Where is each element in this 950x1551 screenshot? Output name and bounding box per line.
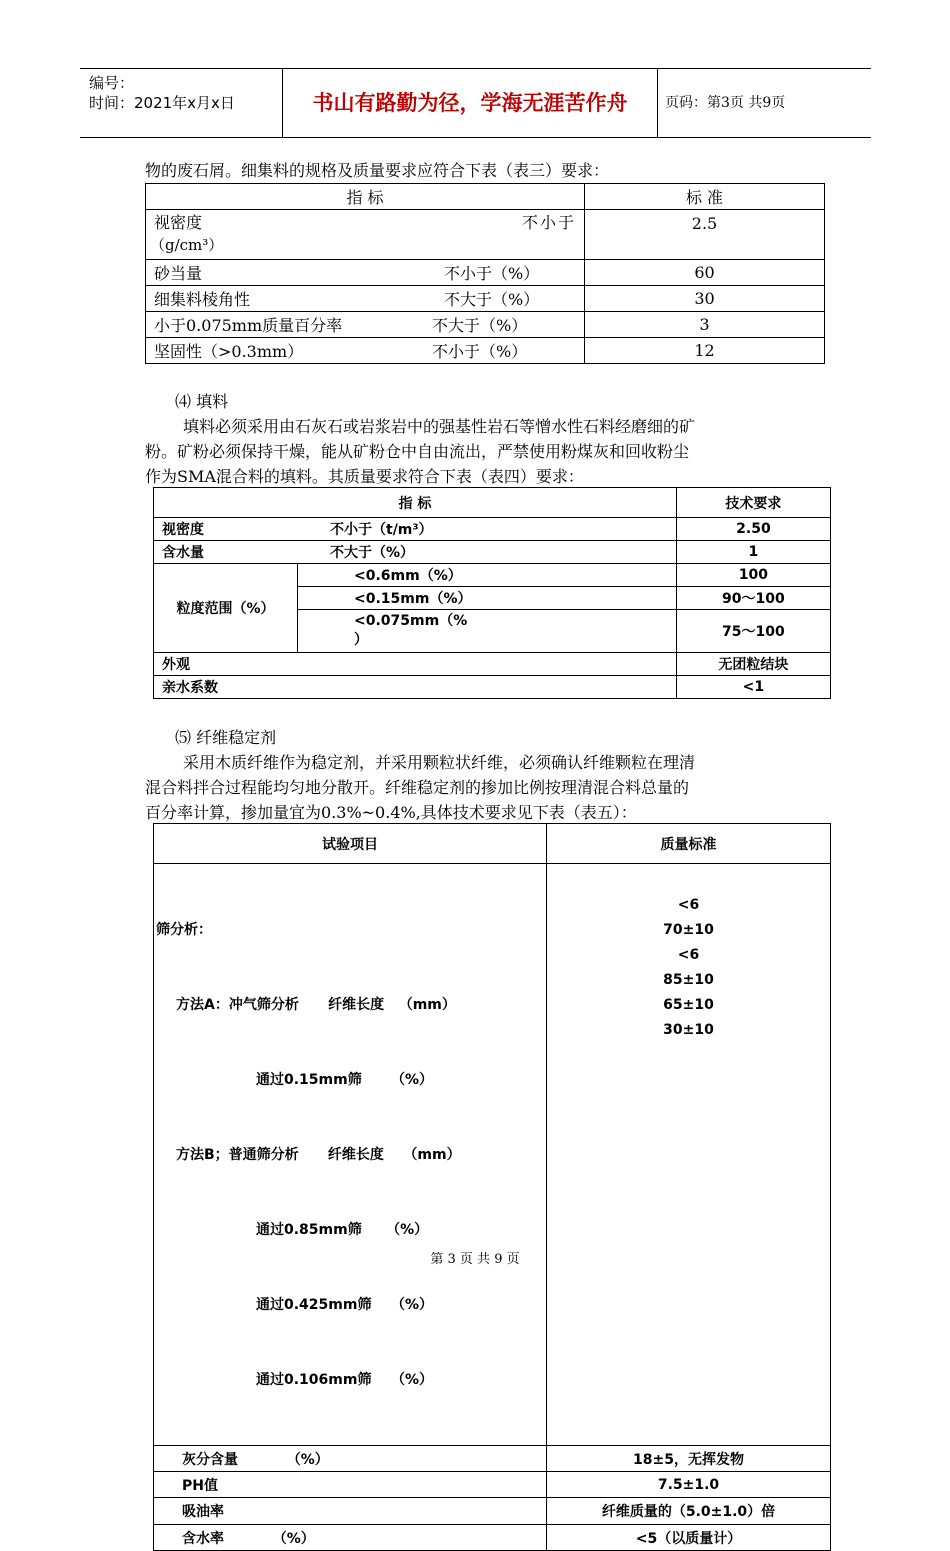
table3-item-name: 小于0.075mm质量百分率 (154, 316, 343, 335)
table3-item-cond: 不小于（%） (444, 264, 540, 283)
table4-grading-size: <0.6mm（%） (298, 564, 677, 587)
table5-sieve-value: <6 (677, 947, 700, 963)
table5-sieve-label: 通过0.15mm筛 （%） (256, 1072, 433, 1088)
table-row (154, 864, 831, 1446)
table5-sieve-label: 通过0.106mm筛 （%） (256, 1372, 433, 1388)
section5-title: ⑸ 纤维稳定剂 (175, 728, 277, 747)
table3-item-value: 12 (585, 338, 825, 364)
table-4 (153, 487, 831, 699)
table3-item-name: 坚固性（>0.3mm） (154, 342, 304, 361)
table4-grading-value: 75～100 (676, 610, 830, 653)
table3-item-name: 砂当量 (154, 264, 203, 283)
table3-cell (146, 312, 585, 338)
section4-line: 作为SMA混合料的填料。其质量要求符合下表（表四）要求： (145, 467, 584, 486)
table3-cell (146, 338, 585, 364)
table3-cell (146, 260, 585, 286)
table3-item-name: 细集料棱角性 (154, 290, 251, 309)
table4-item-cond: 不小于（t/m³） (330, 522, 433, 538)
header-motto: 书山有路勤为径，学海无涯苦作舟 (282, 69, 658, 137)
table3-cell (146, 210, 585, 260)
table-row (146, 260, 825, 286)
table3-item-value: 60 (585, 260, 825, 286)
table4-grading-value: 90～100 (676, 587, 830, 610)
section5-line: 混合料拌合过程能均匀地分散开。纤维稳定剂的掺加比例按理清混合料总量的 (145, 778, 690, 797)
table-row (146, 312, 825, 338)
table5-sieve-label: 方法A：冲气筛分析 纤维长度 （mm） (176, 997, 456, 1013)
table-row (154, 1472, 831, 1498)
table5-sieve-value: 65±10 (663, 997, 714, 1013)
section4-line: 填料必须采用由石灰石或岩浆岩中的强基性岩石等憎水性石料经磨细的矿 (183, 417, 696, 436)
table3-item-cond: 不小于 (521, 213, 576, 232)
table-row (154, 676, 831, 699)
table4-cell (298, 610, 677, 653)
table-row (154, 1525, 831, 1551)
table-row (154, 824, 831, 864)
table3-item-unit: （g/cm³） (150, 236, 224, 254)
table5-sieve-values (547, 864, 831, 1446)
table5-sieve-label: 通过0.425mm筛 （%） (256, 1297, 433, 1313)
table-row (154, 1446, 831, 1472)
table-row (146, 184, 825, 210)
table-row (154, 1498, 831, 1525)
table4-cell (154, 518, 677, 541)
table5-sieve-value: <6 (677, 897, 700, 913)
table-row (146, 286, 825, 312)
section5-line: 采用木质纤维作为稳定剂，并采用颗粒状纤维，必须确认纤维颗粒在理清 (183, 753, 696, 772)
table5-row-label: 吸油率 (154, 1498, 547, 1525)
date-label: 时间：2021年x月x日 (89, 94, 235, 112)
table-row (154, 653, 831, 676)
header-page-info: 页码：第3页 共9页 (665, 95, 786, 111)
section5-line: 百分率计算，掺加量宜为0.3%~0.4%,具体技术要求见下表（表五）： (145, 803, 637, 822)
table3-item-name: 视密度 (154, 213, 203, 232)
table3-item-cond: 不大于（%） (444, 290, 540, 309)
table5-row-label: 灰分含量 （%） (154, 1446, 547, 1472)
table5-sieve-cell (154, 864, 547, 1446)
table-5 (153, 823, 831, 1551)
section4-body (145, 414, 825, 489)
table5-row-value: <5（以质量计） (547, 1525, 831, 1551)
table5-row-value: 18±5，无挥发物 (547, 1446, 831, 1472)
table4-item-name: 外观 (154, 653, 677, 676)
table4-item-value: 无团粒结块 (676, 653, 830, 676)
table5-sieve-title: 筛分析： (156, 922, 212, 938)
number-label: 编号： (89, 74, 135, 92)
table4-item-name: 含水量 (162, 545, 204, 561)
table-row (146, 210, 825, 260)
table-row (154, 564, 831, 587)
table4-item-name: 视密度 (162, 522, 204, 538)
table5-sieve-value: 70±10 (663, 922, 714, 938)
table4-header-requirement: 技术要求 (676, 488, 830, 518)
table5-sieve-value: 85±10 (663, 972, 714, 988)
table5-header-standard: 质量标准 (547, 824, 831, 864)
table3-item-cond: 不大于（%） (432, 316, 528, 335)
table5-row-label: 含水率 （%） (154, 1525, 547, 1551)
section5-body (145, 750, 825, 825)
table-row (154, 541, 831, 564)
table-row (146, 338, 825, 364)
table5-sieve-value: 30±10 (663, 1022, 714, 1038)
table3-cell (146, 286, 585, 312)
table4-item-value: <1 (676, 676, 830, 699)
table3-item-value: 3 (585, 312, 825, 338)
table4-item-value: 1 (676, 541, 830, 564)
intro-line: 物的废石屑。细集料的规格及质量要求应符合下表（表三）要求： (145, 161, 610, 180)
table4-header-indicator: 指 标 (154, 488, 677, 518)
table5-sieve-label: 通过0.85mm筛 （%） (256, 1222, 429, 1238)
table5-sieve-label: 方法B；普通筛分析 纤维长度 （mm） (176, 1147, 461, 1163)
table4-item-value: 2.50 (676, 518, 830, 541)
table4-grading-label: 粒度范围（%） (154, 564, 298, 653)
table4-grading-size: <0.15mm（%） (298, 587, 677, 610)
table4-item-name: 亲水系数 (154, 676, 677, 699)
table-3 (145, 183, 825, 364)
page-footer: 第 3 页 共 9 页 (430, 1252, 520, 1267)
table3-header-standard: 标 准 (585, 184, 825, 210)
section4-line: 粉。矿粉必须保持干燥，能从矿粉仓中自由流出，严禁使用粉煤灰和回收粉尘 (145, 442, 690, 461)
table3-item-value: 30 (585, 286, 825, 312)
page-header (80, 68, 871, 138)
table4-grading-size: <0.075mm（% (354, 613, 468, 629)
header-meta (80, 69, 282, 137)
table5-row-value: 纤维质量的（5.0±1.0）倍 (547, 1498, 831, 1525)
table-row (154, 518, 831, 541)
table3-item-cond: 不小于（%） (432, 342, 528, 361)
table5-row-value: 7.5±1.0 (547, 1472, 831, 1498)
table4-grading-value: 100 (676, 564, 830, 587)
table3-header-indicator: 指 标 (146, 184, 585, 210)
table4-cell (154, 541, 677, 564)
table5-header-item: 试验项目 (154, 824, 547, 864)
section4-title: ⑷ 填料 (175, 392, 229, 411)
table4-item-cond: 不大于（%） (330, 545, 415, 561)
table4-grading-size-cont: ） (354, 632, 368, 648)
table-row (154, 488, 831, 518)
table5-row-label: PH值 (154, 1472, 547, 1498)
table3-item-value: 2.5 (585, 210, 825, 260)
